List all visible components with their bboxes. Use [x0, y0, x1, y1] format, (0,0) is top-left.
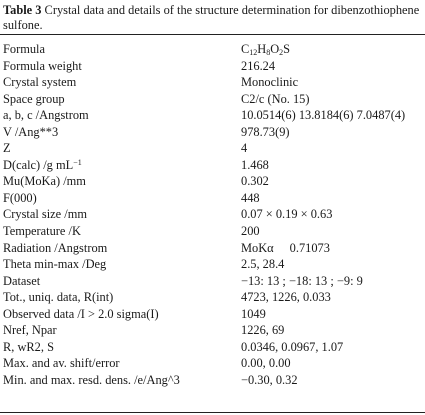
table-row: [0, 107, 425, 124]
row-value: 0.00, 0.00: [241, 356, 291, 371]
row-value: 2.5, 28.4: [241, 257, 285, 272]
row-value: Monoclinic: [241, 75, 299, 90]
row-key: Radiation /Angstrom: [3, 240, 108, 255]
row-key: F(000): [3, 190, 37, 205]
row-value: MoKα 0.71073: [241, 240, 330, 255]
row-key: Max. and av. shift/error: [3, 356, 120, 371]
row-key: Formula weight: [3, 58, 82, 73]
row-key: Min. and max. resd. dens. /e/Ang^3: [3, 372, 180, 387]
crystal-data-table: [0, 41, 425, 388]
bottom-rule: [0, 412, 425, 413]
table-row: [0, 58, 425, 75]
row-key: Mu(MoKa) /mm: [3, 174, 86, 189]
table-row: [0, 306, 425, 323]
table-row: [0, 74, 425, 91]
row-value: 10.0514(6) 13.8184(6) 7.0487(4): [241, 108, 406, 123]
row-value: 978.73(9): [241, 124, 290, 139]
caption-text: Crystal data and details of the structure determination for dibenzothiophene sulfone.: [3, 3, 420, 32]
table-row: [0, 173, 425, 190]
table-label: Table 3: [3, 3, 42, 17]
row-key: Nref, Npar: [3, 323, 57, 338]
table-row: [0, 190, 425, 207]
row-value: $C_{12}H_8O_2S$: [241, 42, 291, 57]
row-key: R, wR2, S: [3, 339, 54, 354]
row-key: Crystal system: [3, 75, 77, 90]
table-row: [0, 223, 425, 240]
row-key: Dataset: [3, 273, 41, 288]
table-caption: [3, 3, 421, 32]
row-value: 4: [241, 141, 248, 156]
row-key: Observed data /I > 2.0 sigma(I): [3, 306, 159, 321]
row-value: 1049: [241, 306, 266, 321]
table-row: [0, 206, 425, 223]
table-row: [0, 339, 425, 356]
table-row: [0, 322, 425, 339]
row-key: Crystal size /mm: [3, 207, 87, 222]
row-value: 0.07 × 0.19 × 0.63: [241, 207, 333, 222]
row-value: 1226, 69: [241, 323, 285, 338]
table-row: [0, 372, 425, 389]
table-row: [0, 124, 425, 141]
row-value: C2/c (No. 15): [241, 91, 310, 106]
row-value: 216.24: [241, 58, 276, 73]
table-row: [0, 355, 425, 372]
row-value: 0.302: [241, 174, 269, 189]
table-row: [0, 240, 425, 257]
row-value: −0.30, 0.32: [241, 372, 298, 387]
row-key: V /Ang**3: [3, 124, 59, 139]
row-key: Temperature /K: [3, 224, 81, 239]
row-value: 4723, 1226, 0.033: [241, 290, 331, 305]
table-row: [0, 256, 425, 273]
row-value: 200: [241, 224, 260, 239]
row-key: Z: [3, 141, 11, 156]
table-row: [0, 289, 425, 306]
row-key: Space group: [3, 91, 65, 106]
top-rule: [0, 34, 425, 35]
row-key: D(calc) /g $mL^{-1}$: [3, 157, 82, 172]
row-key: Formula: [3, 42, 45, 56]
table-row: [0, 157, 425, 174]
table-row: [0, 140, 425, 157]
row-value: 0.0346, 0.0967, 1.07: [241, 339, 344, 354]
table-row: [0, 41, 425, 58]
row-value: 448: [241, 190, 260, 205]
row-key: Theta min-max /Deg: [3, 257, 107, 272]
row-key: Tot., uniq. data, R(int): [3, 290, 114, 305]
table-row: [0, 91, 425, 108]
row-value: −13: 13 ; −18: 13 ; −9: 9: [241, 273, 363, 288]
table-row: [0, 273, 425, 290]
row-value: 1.468: [241, 157, 269, 172]
row-key: a, b, c /Angstrom: [3, 108, 89, 123]
